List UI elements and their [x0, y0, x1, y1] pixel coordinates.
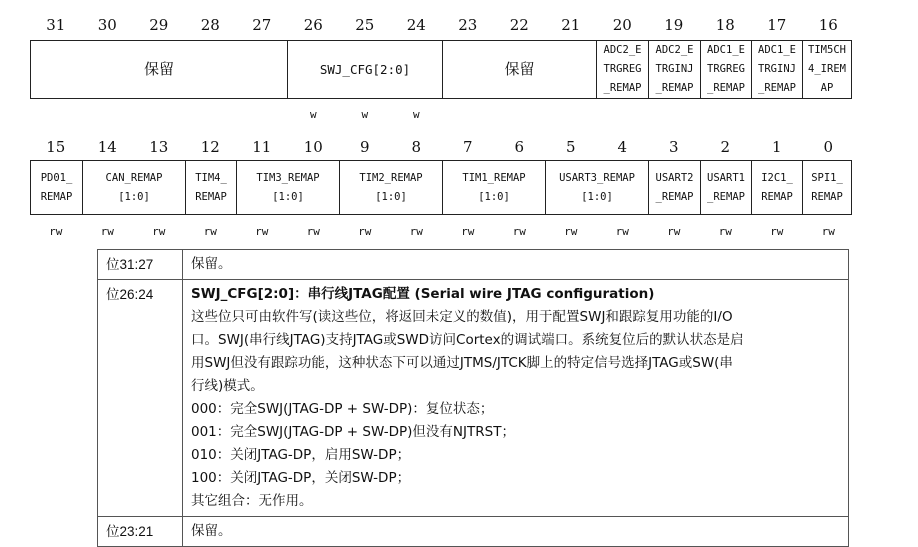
access-label: w	[309, 108, 317, 121]
bit-number: 7	[462, 138, 473, 156]
reserved-field: 保留	[30, 40, 288, 99]
adc1-etrginj-remap-field: ADC1_E TRGINJ _REMAP	[751, 40, 803, 99]
bit-number: 27	[252, 16, 272, 34]
adc2-etrgreg-remap-field: ADC2_E TRGREG _REMAP	[596, 40, 649, 99]
bit-number: 4	[617, 138, 628, 156]
description-line: 010：关闭JTAG-DP，启用SW-DP；	[191, 447, 411, 463]
swj-cfg-field: SWJ_CFG[2:0]	[287, 40, 443, 99]
bit-number: 13	[149, 138, 169, 156]
bit-number: 0	[823, 138, 834, 156]
bit-range-cell: 位26:24	[98, 280, 183, 517]
access-label: rw	[770, 225, 784, 238]
can-remap-field: CAN_REMAP [1:0]	[82, 160, 186, 215]
access-label: rw	[409, 225, 423, 238]
adc1-etrgreg-remap-field: ADC1_E TRGREG _REMAP	[700, 40, 752, 99]
bit-number: 15	[46, 138, 66, 156]
access-label: rw	[667, 225, 681, 238]
access-label: rw	[564, 225, 578, 238]
bit-number: 16	[818, 16, 838, 34]
bit-number: 29	[149, 16, 169, 34]
access-label: rw	[615, 225, 629, 238]
description-line: 100：关闭JTAG-DP，关闭SW-DP；	[191, 470, 411, 486]
description-cell	[183, 280, 849, 517]
table-row	[98, 280, 849, 517]
bit-number: 6	[514, 138, 525, 156]
description-line: 行线)模式。	[191, 378, 264, 394]
usart1-remap-field: USART1 _REMAP	[700, 160, 752, 215]
adc2-etrginj-remap-field: ADC2_E TRGINJ _REMAP	[648, 40, 701, 99]
bit-number: 20	[612, 16, 632, 34]
access-label: rw	[718, 225, 732, 238]
bit-number: 22	[509, 16, 529, 34]
usart3-remap-field: USART3_REMAP [1:0]	[545, 160, 649, 215]
tim1-remap-field: TIM1_REMAP [1:0]	[442, 160, 546, 215]
access-label: rw	[306, 225, 320, 238]
access-label: w	[361, 108, 369, 121]
usart2-remap-field: USART2 _REMAP	[648, 160, 701, 215]
access-label: rw	[821, 225, 835, 238]
bit-number: 8	[411, 138, 422, 156]
bit-number: 14	[97, 138, 117, 156]
i2c1-remap-field: I2C1_ REMAP	[751, 160, 803, 215]
bit-number: 18	[715, 16, 735, 34]
description-line: 其它组合：无作用。	[191, 493, 313, 509]
tim3-remap-field: TIM3_REMAP [1:0]	[236, 160, 340, 215]
bit-number: 11	[252, 138, 272, 156]
description-cell	[183, 250, 849, 280]
access-label: rw	[461, 225, 475, 238]
bit-range-cell: 位23:21	[98, 517, 183, 547]
bit-description-table	[97, 249, 849, 547]
bit-number: 2	[720, 138, 731, 156]
access-label: rw	[100, 225, 114, 238]
description-line: 口。SWJ(串行线JTAG)支持JTAG或SWD访问Cortex的调试端口。系统复位后的默认状态是启	[191, 332, 744, 348]
tim4-remap-field: TIM4_ REMAP	[185, 160, 237, 215]
access-label: rw	[49, 225, 63, 238]
bit-number: 24	[406, 16, 426, 34]
access-label: rw	[358, 225, 372, 238]
bit-number: 26	[303, 16, 323, 34]
spi1-remap-field: SPI1_ REMAP	[802, 160, 852, 215]
bit-number: 25	[355, 16, 375, 34]
bit-number: 3	[668, 138, 679, 156]
pd01-remap-field: PD01_ REMAP	[30, 160, 83, 215]
access-label: rw	[152, 225, 166, 238]
tim5ch4-iremap-field: TIM5CH 4_IREM AP	[802, 40, 852, 99]
description-title: SWJ_CFG[2:0]：串行线JTAG配置 (Serial wire JTAG configuration)	[191, 286, 655, 302]
bit-number: 30	[97, 16, 117, 34]
reserved-field: 保留	[442, 40, 597, 99]
description-line: 这些位只可由软件写(读这些位，将返回未定义的数值)，用于配置SWJ和跟踪复用功能的I/O	[191, 309, 733, 325]
bit-number: 19	[664, 16, 684, 34]
bit-number: 9	[359, 138, 370, 156]
bit-number: 28	[200, 16, 220, 34]
tim2-remap-field: TIM2_REMAP [1:0]	[339, 160, 443, 215]
bit-number: 1	[771, 138, 782, 156]
description-cell	[183, 517, 849, 547]
table-row	[98, 250, 849, 280]
bit-number: 23	[458, 16, 478, 34]
description-line: 保留。	[191, 256, 232, 272]
access-label: rw	[255, 225, 269, 238]
access-label: rw	[512, 225, 526, 238]
bit-number: 21	[561, 16, 581, 34]
description-line: 用SWJ但没有跟踪功能，这种状态下可以通过JTMS/JTCK脚上的特定信号选择JTAG或SW(串	[191, 355, 733, 371]
bit-range-cell: 位31:27	[98, 250, 183, 280]
access-label: w	[412, 108, 420, 121]
description-line: 000：完全SWJ(JTAG-DP + SW-DP)：复位状态；	[191, 401, 494, 417]
access-label: rw	[203, 225, 217, 238]
bit-number: 31	[46, 16, 66, 34]
table-row	[98, 517, 849, 547]
description-line: 001：完全SWJ(JTAG-DP + SW-DP)但没有NJTRST；	[191, 424, 515, 440]
bit-number: 10	[303, 138, 323, 156]
bit-number: 5	[565, 138, 576, 156]
bit-number: 17	[767, 16, 787, 34]
description-line: 保留。	[191, 523, 232, 539]
bit-number: 12	[200, 138, 220, 156]
